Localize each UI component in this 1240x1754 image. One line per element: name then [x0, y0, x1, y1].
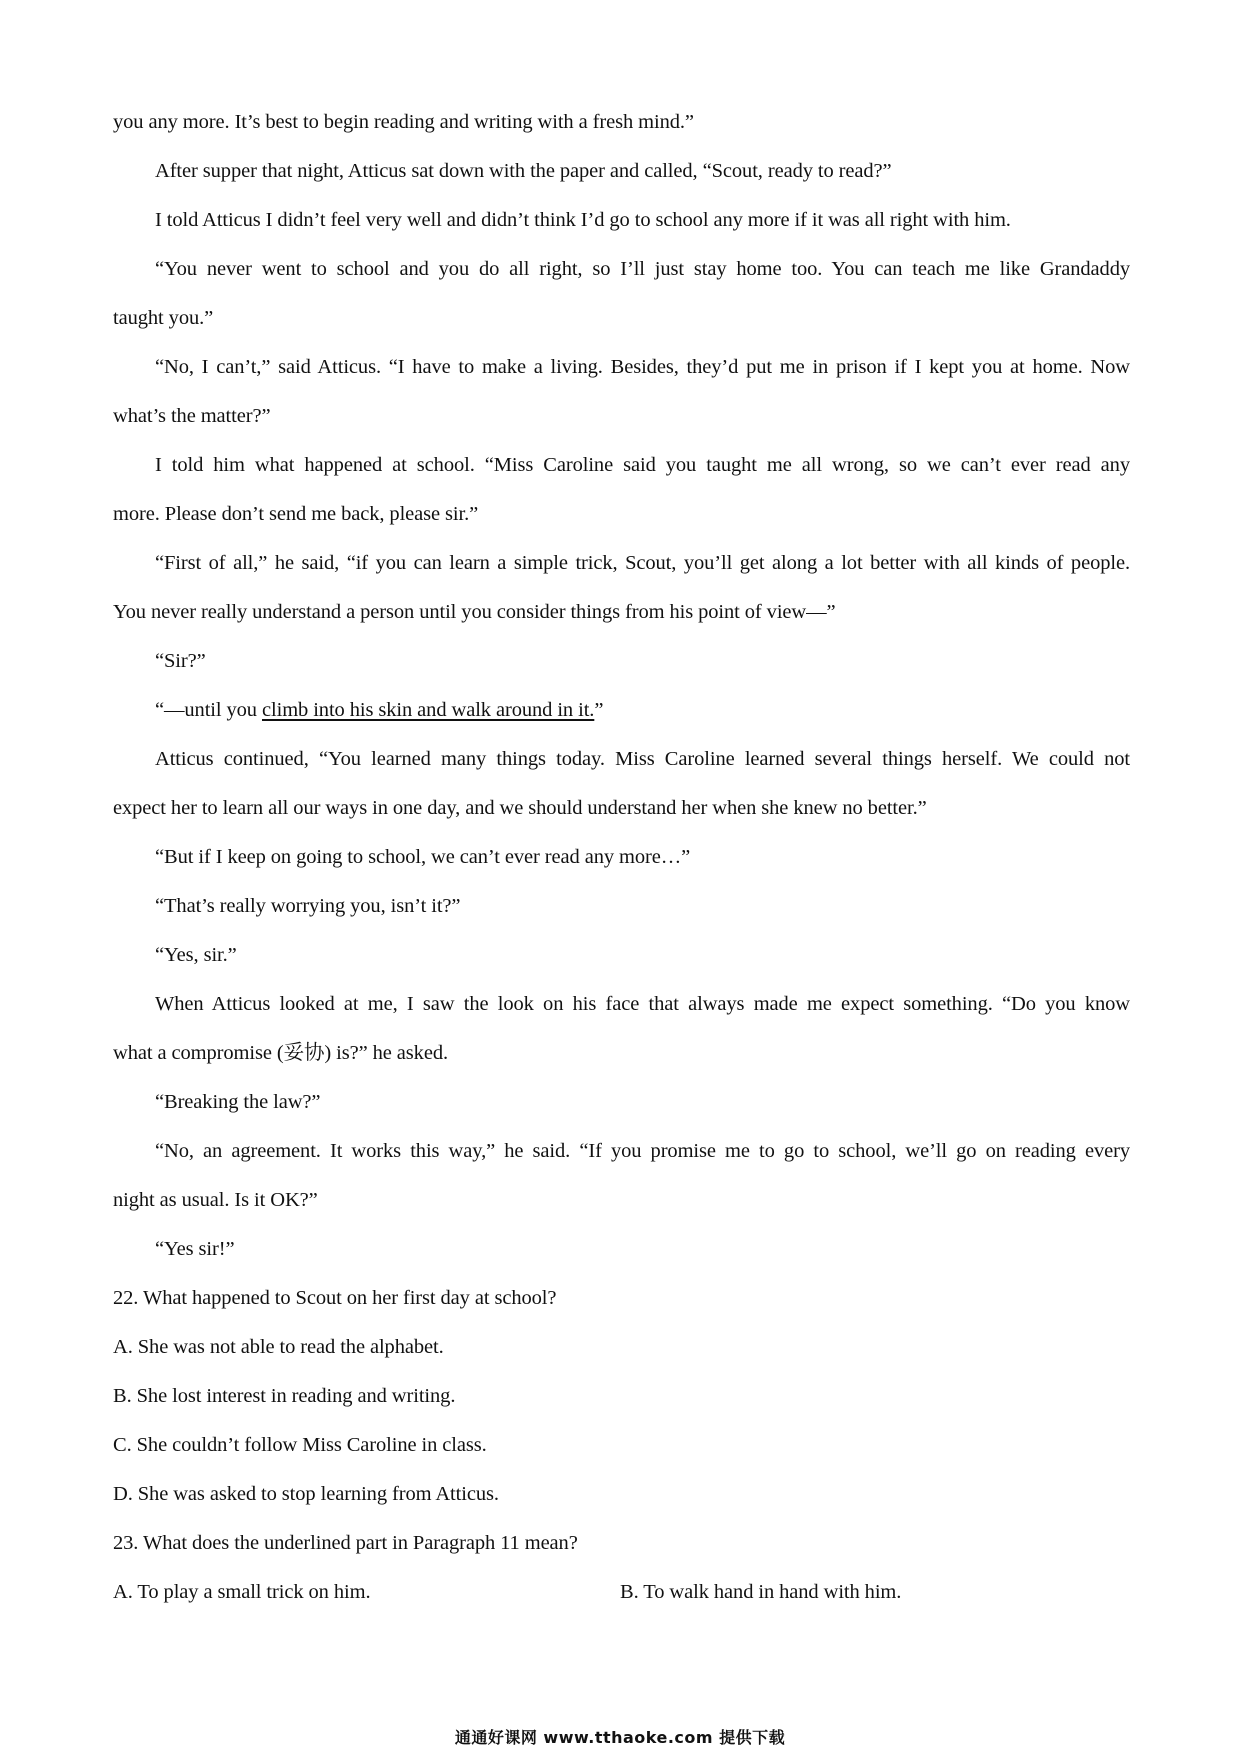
- question-23-option-b: B. To walk hand in hand with him.: [620, 1581, 902, 1603]
- paragraph-line: “No, an agreement. It works this way,” he said. “If you promise me to go to school, we’ll go on reading every: [155, 1140, 1130, 1162]
- question-22-option-b: B. She lost interest in reading and writing.: [113, 1385, 456, 1407]
- paragraph-line: “But if I keep on going to school, we can’t ever read any more…”: [155, 846, 691, 868]
- paragraph-line: “Sir?”: [155, 650, 206, 672]
- paragraph-line: Atticus continued, “You learned many things today. Miss Caroline learned several things herself. We could not: [155, 748, 1130, 770]
- question-22-stem: 22. What happened to Scout on her first day at school?: [113, 1287, 557, 1309]
- paragraph-line: what a compromise (妥协) is?” he asked.: [113, 1042, 449, 1064]
- paragraph-line: you any more. It’s best to begin reading and writing with a fresh mind.”: [113, 111, 694, 133]
- paragraph-line: When Atticus looked at me, I saw the look on his face that always made me expect something. “Do you know: [155, 993, 1130, 1015]
- paragraph-line-with-underline: [113, 686, 1130, 735]
- paragraph-text: ”: [594, 699, 604, 721]
- paragraph-line: “That’s really worrying you, isn’t it?”: [155, 895, 461, 917]
- question-22-option-a: A. She was not able to read the alphabet.: [113, 1336, 444, 1358]
- paragraph-line: “First of all,” he said, “if you can learn a simple trick, Scout, you’ll get along a lot better with all kinds of people.: [155, 552, 1130, 574]
- paragraph-line: You never really understand a person until you consider things from his point of view—”: [113, 601, 836, 623]
- question-23-stem: 23. What does the underlined part in Paragraph 11 mean?: [113, 1532, 578, 1554]
- paragraph-line: taught you.”: [113, 307, 214, 329]
- question-22-option-d: D. She was asked to stop learning from Atticus.: [113, 1483, 499, 1505]
- question-22-option-c: C. She couldn’t follow Miss Caroline in class.: [113, 1434, 487, 1456]
- paragraph-line: what’s the matter?”: [113, 405, 271, 427]
- paragraph-line: I told him what happened at school. “Miss Caroline said you taught me all wrong, so we can’t ever read any: [155, 454, 1130, 476]
- paragraph-line: “Yes, sir.”: [155, 944, 237, 966]
- reading-passage: [113, 98, 1130, 1617]
- paragraph-line: “You never went to school and you do all right, so I’ll just stay home too. You can teach me like Grandaddy: [155, 258, 1130, 280]
- paragraph-line: I told Atticus I didn’t feel very well and didn’t think I’d go to school any more if it was all right with him.: [155, 209, 1011, 231]
- paragraph-text: “—until you: [155, 699, 262, 721]
- question-23-options-row: [113, 1568, 1130, 1617]
- paragraph-line: “Yes sir!”: [155, 1238, 235, 1260]
- paragraph-line: night as usual. Is it OK?”: [113, 1189, 318, 1211]
- paragraph-line: “No, I can’t,” said Atticus. “I have to make a living. Besides, they’d put me in prison if I kept you at home. Now: [155, 356, 1130, 378]
- paragraph-line: “Breaking the law?”: [155, 1091, 321, 1113]
- underlined-phrase: climb into his skin and walk around in it.: [262, 699, 595, 721]
- paragraph-line: After supper that night, Atticus sat down with the paper and called, “Scout, ready to read?”: [155, 160, 892, 182]
- paragraph-line: expect her to learn all our ways in one day, and we should understand her when she knew no better.”: [113, 797, 927, 819]
- question-23-option-a: A. To play a small trick on him.: [113, 1581, 371, 1603]
- paragraph-line: more. Please don’t send me back, please sir.”: [113, 503, 479, 525]
- page-footer-watermark: 通通好课网 www.tthaoke.com 提供下载: [454, 1728, 786, 1747]
